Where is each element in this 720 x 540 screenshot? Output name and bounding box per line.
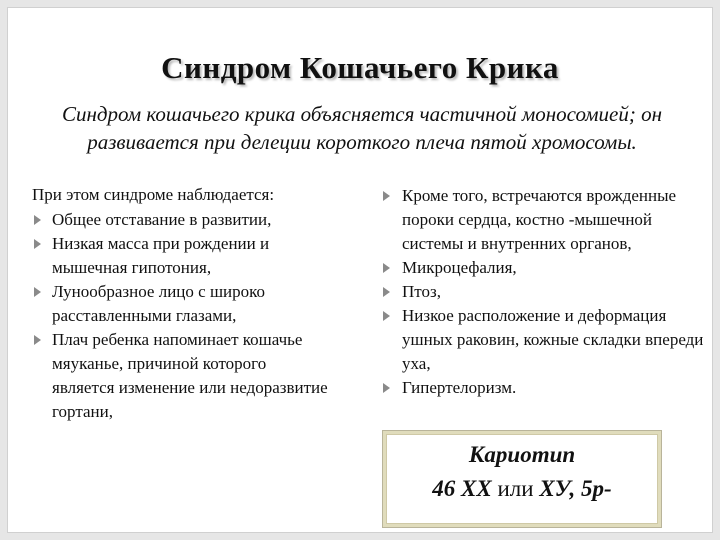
bullet-arrow-icon	[383, 311, 390, 321]
symptoms-list-right	[385, 184, 705, 400]
list-item-text: Гипертелоризм.	[402, 378, 517, 397]
list-item	[32, 232, 332, 280]
bullet-arrow-icon	[383, 287, 390, 297]
symptoms-right-column	[385, 184, 705, 400]
list-item-text: Кроме того, встречаются врожденные пороки сердца, костно -мышечной системы и внутренних органов,	[402, 186, 677, 253]
bullet-arrow-icon	[34, 335, 41, 345]
list-item-text: Микроцефалия,	[402, 258, 517, 277]
symptoms-list-left	[32, 208, 332, 424]
list-item-text: Плач ребенка напоминает кошачье мяуканье, причиной которого является изменение или недоразвитие гортани,	[52, 330, 328, 421]
list-item-text: Общее отставание в развитии,	[52, 210, 272, 229]
list-item	[385, 304, 705, 376]
karyotype-formula	[386, 472, 658, 506]
list-item	[32, 208, 332, 232]
bullet-arrow-icon	[383, 263, 390, 273]
list-item-text: Птоз,	[402, 282, 441, 301]
bullet-arrow-icon	[34, 287, 41, 297]
symptoms-left-column	[32, 183, 332, 424]
list-item	[32, 280, 332, 328]
list-item	[32, 328, 332, 424]
list-item-text: Низкое расположение и деформация ушных раковин, кожные складки впереди уха,	[402, 306, 704, 373]
bullet-arrow-icon	[34, 239, 41, 249]
karyotype-part1: 46 ХХ	[432, 476, 492, 501]
symptoms-lead: При этом синдроме наблюдается:	[32, 185, 275, 204]
bullet-arrow-icon	[383, 191, 390, 201]
bullet-arrow-icon	[383, 383, 390, 393]
slide-title: Синдром Кошачьего Крика	[161, 50, 559, 85]
list-item	[385, 256, 705, 280]
list-item-text: Низкая масса при рождении и мышечная гипотония,	[52, 234, 270, 277]
list-item-text: Лунообразное лицо с широко расставленными глазами,	[52, 282, 266, 325]
karyotype-conjunction: или	[491, 476, 540, 501]
intro-text: Синдром кошачьего крика объясняется частичной моносомией; он развивается при делеции короткого плеча пятой хромосомы.	[61, 102, 663, 154]
list-item	[385, 184, 705, 256]
list-item	[385, 376, 705, 400]
karyotype-box	[383, 431, 661, 527]
karyotype-title: Кариотип	[468, 442, 576, 467]
list-item	[385, 280, 705, 304]
bullet-arrow-icon	[34, 215, 41, 225]
karyotype-part2: ХУ, 5р-	[539, 476, 612, 501]
